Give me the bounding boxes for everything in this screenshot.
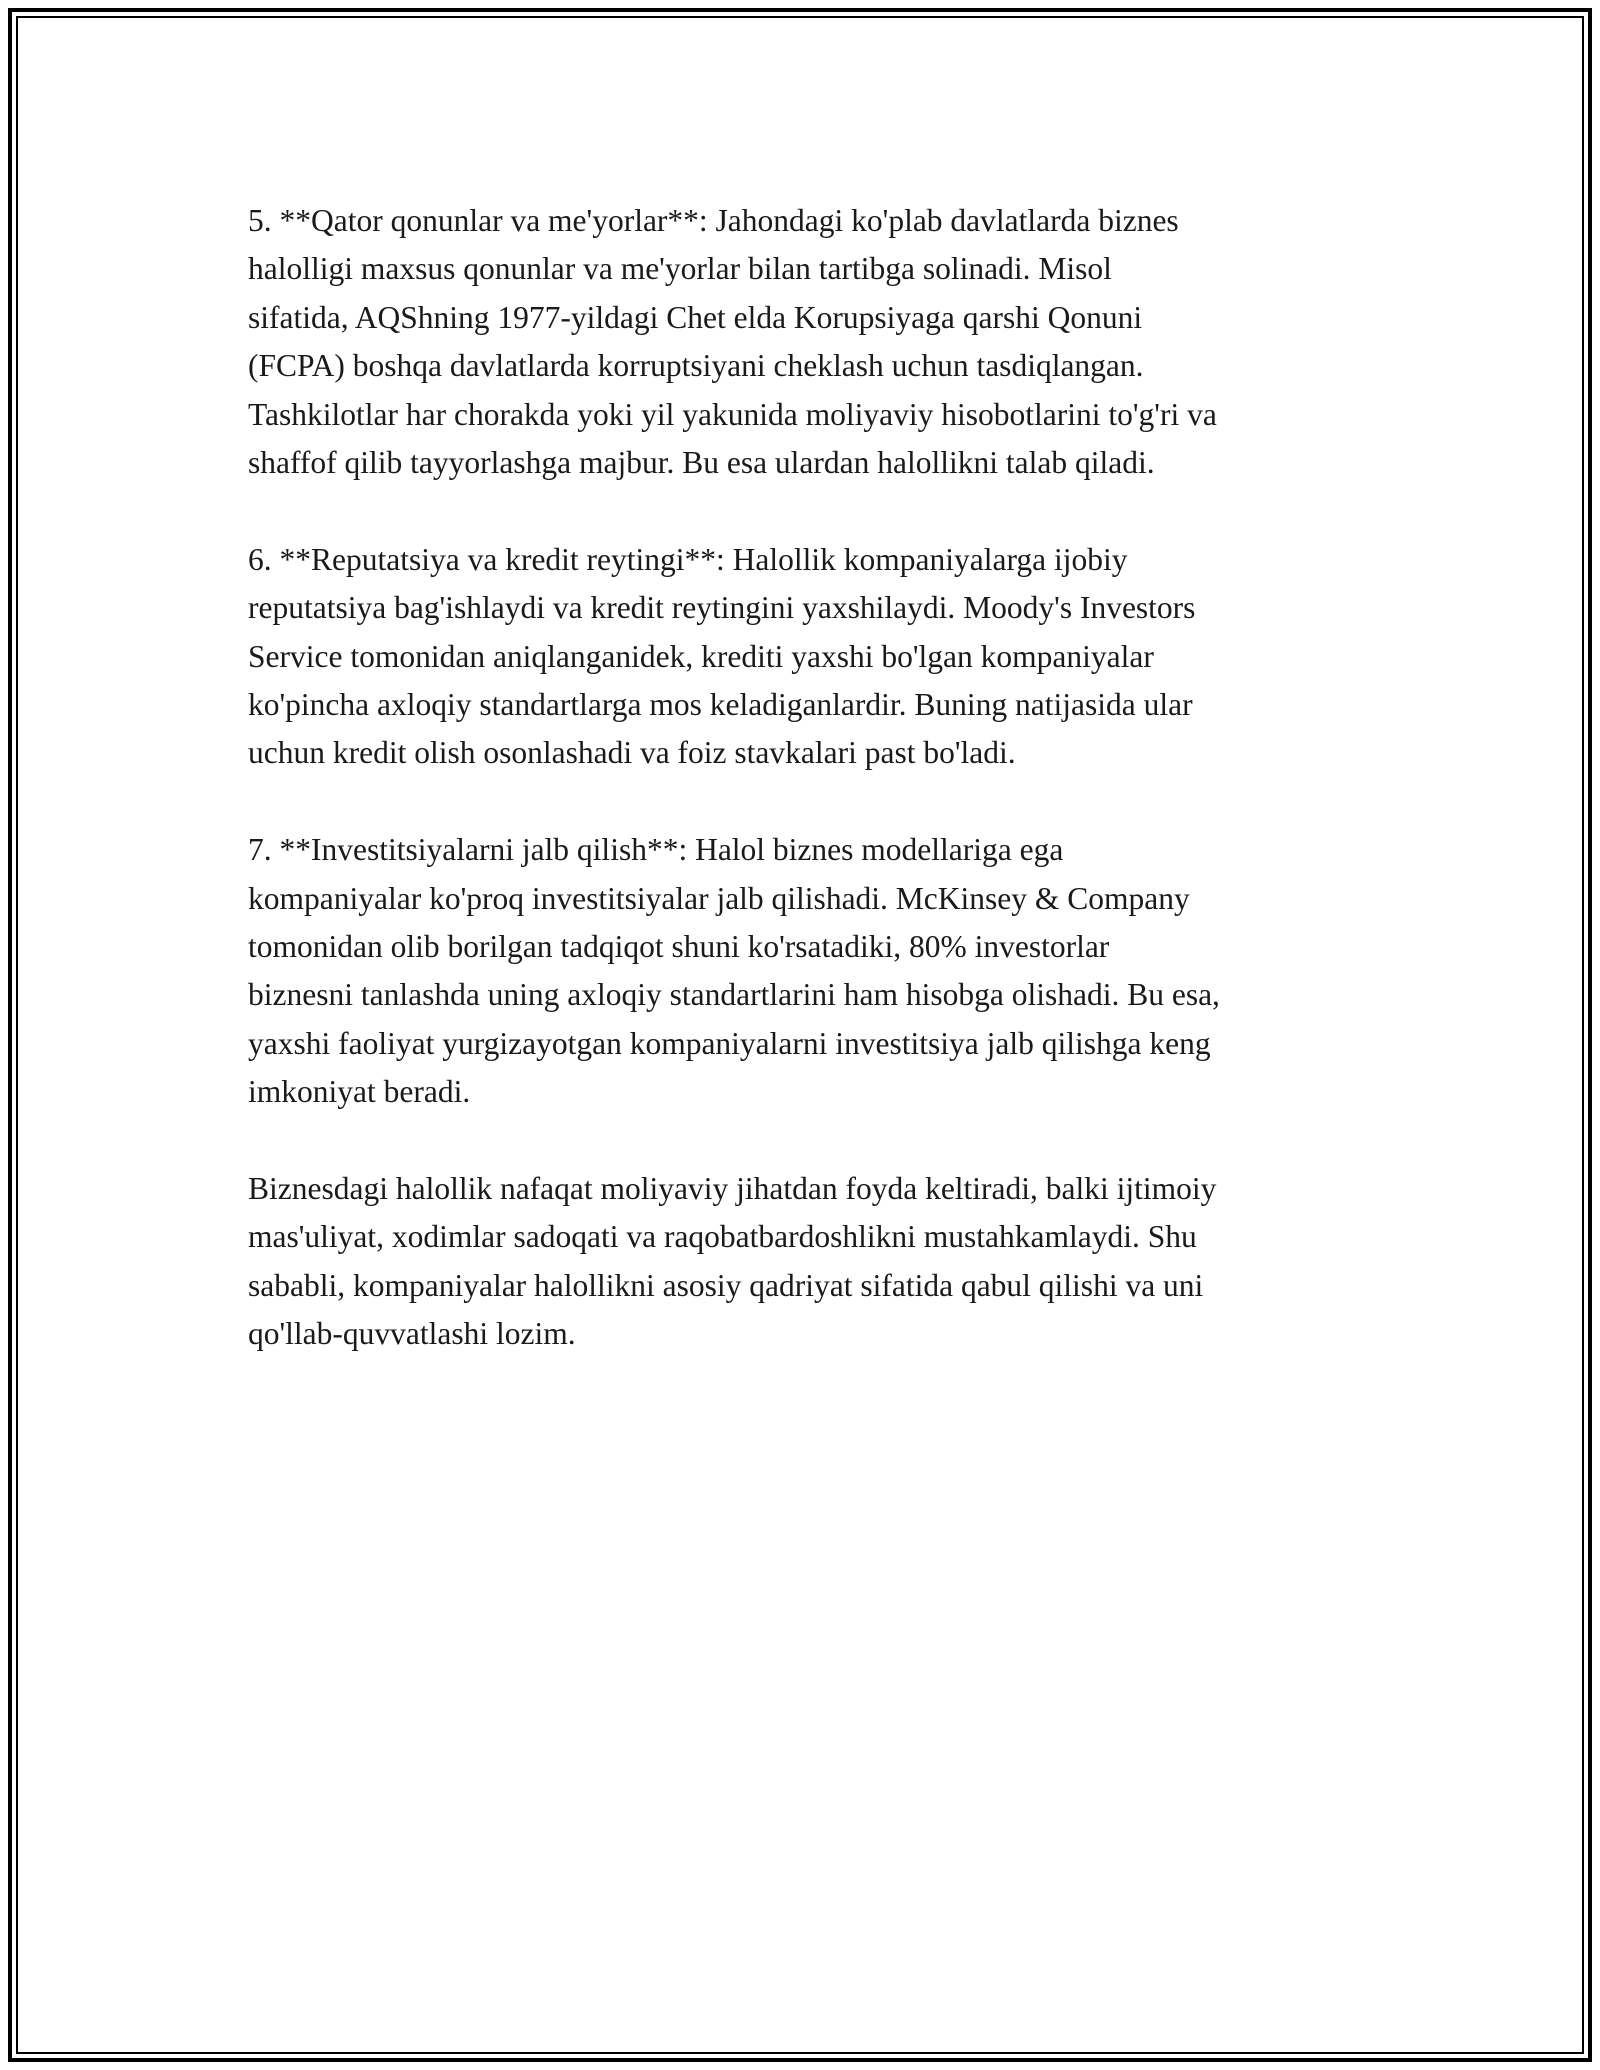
document-body: [248, 197, 1388, 1359]
paragraph-point-6: 6. **Reputatsiya va kredit reytingi**: Halollik kompaniyalarga ijobiy reputatsiya bag'ishlaydi va kredit reytingini yaxshilaydi. Moody's Investors Service tomonidan aniqlanganidek, krediti yaxshi bo'lgan kompaniyalar ko'pincha axloqiy standartlarga mos keladiganlardir. Buning natijasida ular uchun kredit olish osonlashadi va foiz stavkalari past bo'ladi.: [248, 541, 1196, 771]
paragraph-point-7: 7. **Investitsiyalarni jalb qilish**: Halol biznes modellariga ega kompaniyalar ko'proq investitsiyalar jalb qilishadi. McKinsey & Company tomonidan olib borilgan tadqiqot shuni ko'rsatadiki, 80% investorlar biznesni tanlashda uning axloqiy standartlarini ham hisobga olishadi. Bu esa, yaxshi faoliyat yurgizayotgan kompaniyalarni investitsiya jalb qilishga keng imkoniyat beradi.: [248, 832, 1220, 1110]
page-border: [8, 8, 1592, 2062]
paragraph-conclusion: Biznesdagi halollik nafaqat moliyaviy jihatdan foyda keltiradi, balki ijtimoiy mas'uliyat, xodimlar sadoqati va raqobatbardoshlikni mustahkamlaydi. Shu sababli, kompaniyalar halollikni asosiy qadriyat sifatida qabul qilishi va uni qo'llab-quvvatlashi lozim.: [248, 1171, 1217, 1352]
paragraph-point-5: 5. **Qator qonunlar va me'yorlar**: Jahondagi ko'plab davlatlarda biznes halolligi maxsus qonunlar va me'yorlar bilan tartibga solinadi. Misol sifatida, AQShning 1977-yildagi Chet elda Korupsiyaga qarshi Qonuni (FCPA) boshqa davlatlarda korruptsiyani cheklash uchun tasdiqlangan. Tashkilotlar har chorakda yoki yil yakunida moliyaviy hisobotlarini to'g'ri va shaffof qilib tayyorlashga majbur. Bu esa ulardan halollikni talab qiladi.: [248, 203, 1217, 481]
